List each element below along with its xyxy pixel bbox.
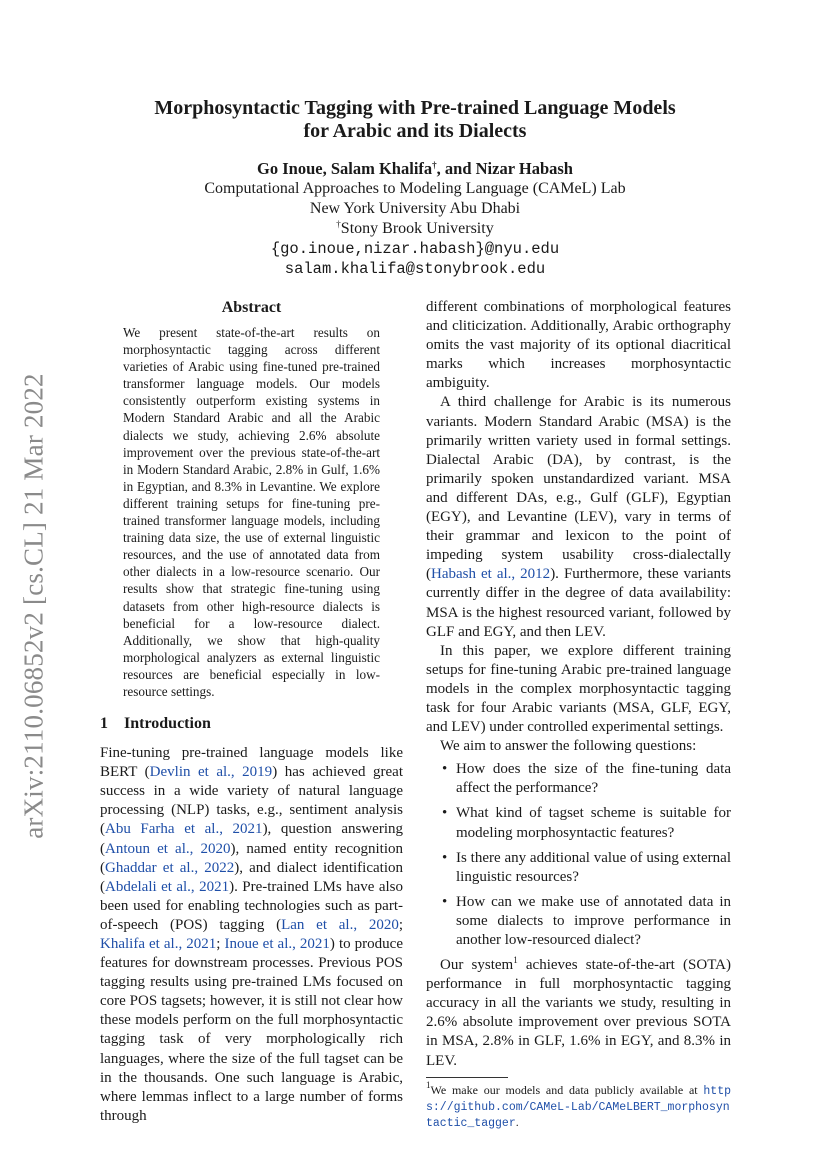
list-item: • What kind of tagset scheme is suitable for modeling morphosyntactic features? — [456, 804, 731, 842]
left-column — [100, 298, 403, 1126]
title-line-1: Morphosyntactic Tagging with Pre-trained Language Models — [154, 97, 676, 119]
text-span: Our system — [440, 957, 514, 974]
authors-part-2: , and Nizar Habash — [436, 159, 573, 178]
affiliation-stony-brook-text: Stony Brook University — [340, 220, 494, 237]
intro-paragraph-2 — [426, 393, 731, 641]
citation-link[interactable]: Lan et al., 2020 — [281, 916, 399, 933]
authors-part-1: Go Inoue, Salam Khalifa — [257, 159, 433, 178]
author-list — [100, 159, 730, 179]
citation-link[interactable]: Ghaddar et al., 2022 — [105, 859, 235, 876]
text-span: ) has achieved great success in a wide variety of natural language processing (NLP) tasks, e.g., sentiment analysis ( — [100, 764, 403, 838]
citation-link[interactable]: Devlin et al., 2019 — [149, 764, 273, 781]
intro-paragraph-4: We aim to answer the following questions: — [440, 738, 697, 755]
section-number: 1 — [100, 715, 108, 733]
affiliation-university: New York University Abu Dhabi — [309, 200, 521, 217]
arxiv-identifier-text: arXiv:2110.06852v2 [cs.CL] 21 Mar 2022 — [18, 373, 49, 839]
email-stonybrook[interactable]: salam.khalifa@stonybrook.edu — [284, 260, 546, 278]
text-span: Fine-tuning pre-trained language models like BERT ( — [100, 745, 403, 781]
affiliation-lab: Computational Approaches to Modeling Language (CAMeL) Lab — [204, 180, 626, 197]
affiliation-dagger-mark: † — [336, 219, 341, 229]
text-span: A third challenge for Arabic is its numerous variants. Modern Standard Arabic (MSA) is the primarily written variety used in formal settings. Dialectal Arabic (DA), by contrast, is the primarily spoken unstandardized variant. MSA and different DAs, e.g., Gulf (GLF), Egyptian (EGY), and Levantine (LEV), vary in terms of their grammar and lexicon to the point of impeding system usability cross-dialectally ( — [426, 394, 731, 583]
footnote-divider — [426, 1077, 508, 1078]
paper-title — [100, 97, 730, 143]
footnote-url-link[interactable]: https://github.com/CAMeL-Lab/CAMeLBERT_morphosyntactic_tagger — [426, 1084, 731, 1130]
research-questions-list — [426, 760, 731, 950]
arxiv-identifier-stamp — [14, 356, 54, 856]
citation-link[interactable]: Antoun et al., 2020 — [105, 840, 231, 857]
footnote-text: We make our models and data publicly available at — [430, 1082, 704, 1097]
citation-link[interactable]: Inoue et al., 2021 — [224, 936, 330, 952]
intro-paragraph-3: In this paper, we explore different training setups for fine-tuning Arabic pre-trained language models in the complex morphosyntactic tagging task for four Arabic variants (MSA, GLF, EGY, and LEV) under controlled experimental settings. — [426, 642, 731, 736]
text-span: ), question answering ( — [100, 821, 403, 857]
paper-header — [100, 97, 730, 279]
abstract-heading: Abstract — [221, 299, 282, 316]
text-span: ). Furthermore, these variants currently differ in the degree of data availability: MSA is the highest resourced variant, followed by GLF and EGY, and then LEV. — [426, 566, 732, 640]
text-span: ; — [398, 916, 403, 933]
section-title: Introduction — [124, 715, 211, 733]
intro-paragraph-1-continued: different combinations of morphological features and cliticization. Additionally, Arabic orthography omits the vast majority of its optional diacritical marks which increases morphosyntactic ambiguity. — [426, 299, 731, 392]
intro-paragraph-5 — [426, 956, 731, 1071]
intro-paragraph-1 — [100, 744, 403, 1126]
citation-link[interactable]: Habash et al., 2012 — [431, 566, 551, 583]
text-span: ; — [216, 936, 225, 952]
list-item: • How can we make use of annotated data in some dialects to improve performance in another low-resourced dialect? — [456, 893, 731, 950]
list-item: • Is there any additional value of using external linguistic resources? — [456, 849, 731, 887]
text-span: ), named entity recognition ( — [100, 840, 404, 876]
text-span: achieves state-of-the-art (SOTA) performance in full morphosyntactic tagging accuracy in all the variants we study, resulting in 2.6% absolute improvement over previous SOTA in MSA, 2.8% in GLF, 1.6% in EGY, and 8.3% in LEV. — [426, 957, 731, 1069]
email-nyu[interactable]: {go.inoue,nizar.habash}@nyu.edu — [270, 240, 560, 258]
text-span: ) to produce features for downstream processes. Previous POS tagging results using pre-trained LMs focused on core POS tagsets; however, it is still not clear how these models perform on the full morphosyntactic tagging task of very morphologically rich languages, where the size of the full tagset can be in the thousands. One such language is Arabic, where lemmas inflect to a large number of forms through — [100, 936, 403, 1124]
title-line-2: for Arabic and its Dialects — [303, 120, 527, 142]
section-heading-introduction — [100, 714, 403, 734]
citation-link[interactable]: Abdelali et al., 2021 — [105, 878, 230, 895]
footnote-end: . — [515, 1114, 519, 1129]
footnote — [426, 1079, 731, 1131]
right-column — [426, 298, 731, 1131]
list-item: • How does the size of the fine-tuning data affect the performance? — [456, 760, 731, 798]
author-dagger-mark: † — [432, 160, 437, 170]
text-span: ), and dialect identification ( — [100, 859, 403, 895]
citation-link[interactable]: Abu Farha et al., 2021 — [105, 821, 263, 838]
footnote-mark[interactable]: 1 — [513, 955, 518, 966]
text-span: ). Pre-trained LMs have also been used for enabling technologies such as part-of-speech (POS) tagging ( — [100, 878, 403, 933]
citation-link[interactable]: Khalifa et al., 2021 — [100, 936, 217, 952]
footnote-number: 1 — [426, 1079, 431, 1090]
affiliation-stony-brook — [100, 219, 730, 239]
abstract-text: We present state-of-the-art results on morphosyntactic tagging across different varieties of Arabic using fine-tuned pre-trained transformer language models. Our models consistently outperform existing systems in Modern Standard Arabic and all the Arabic dialects we study, achieving 2.6% absolute improvement over the previous state-of-the-art in Modern Standard Arabic, 2.8% in Gulf, 1.6% in Egyptian, and 8.3% in Levantine. We explore different training setups for fine-tuning pre-trained transformer language models, including training data size, the use of external linguistic resources, and the use of annotated data from other dialects in a low-resource scenario. Our results show that strategic fine-tuning using datasets from other high-resource dialects is beneficial for a low-resource dialect. Additionally, we show that high-quality morphological analyzers as external linguistic resources are beneficial especially in low-resource settings. — [123, 325, 380, 699]
